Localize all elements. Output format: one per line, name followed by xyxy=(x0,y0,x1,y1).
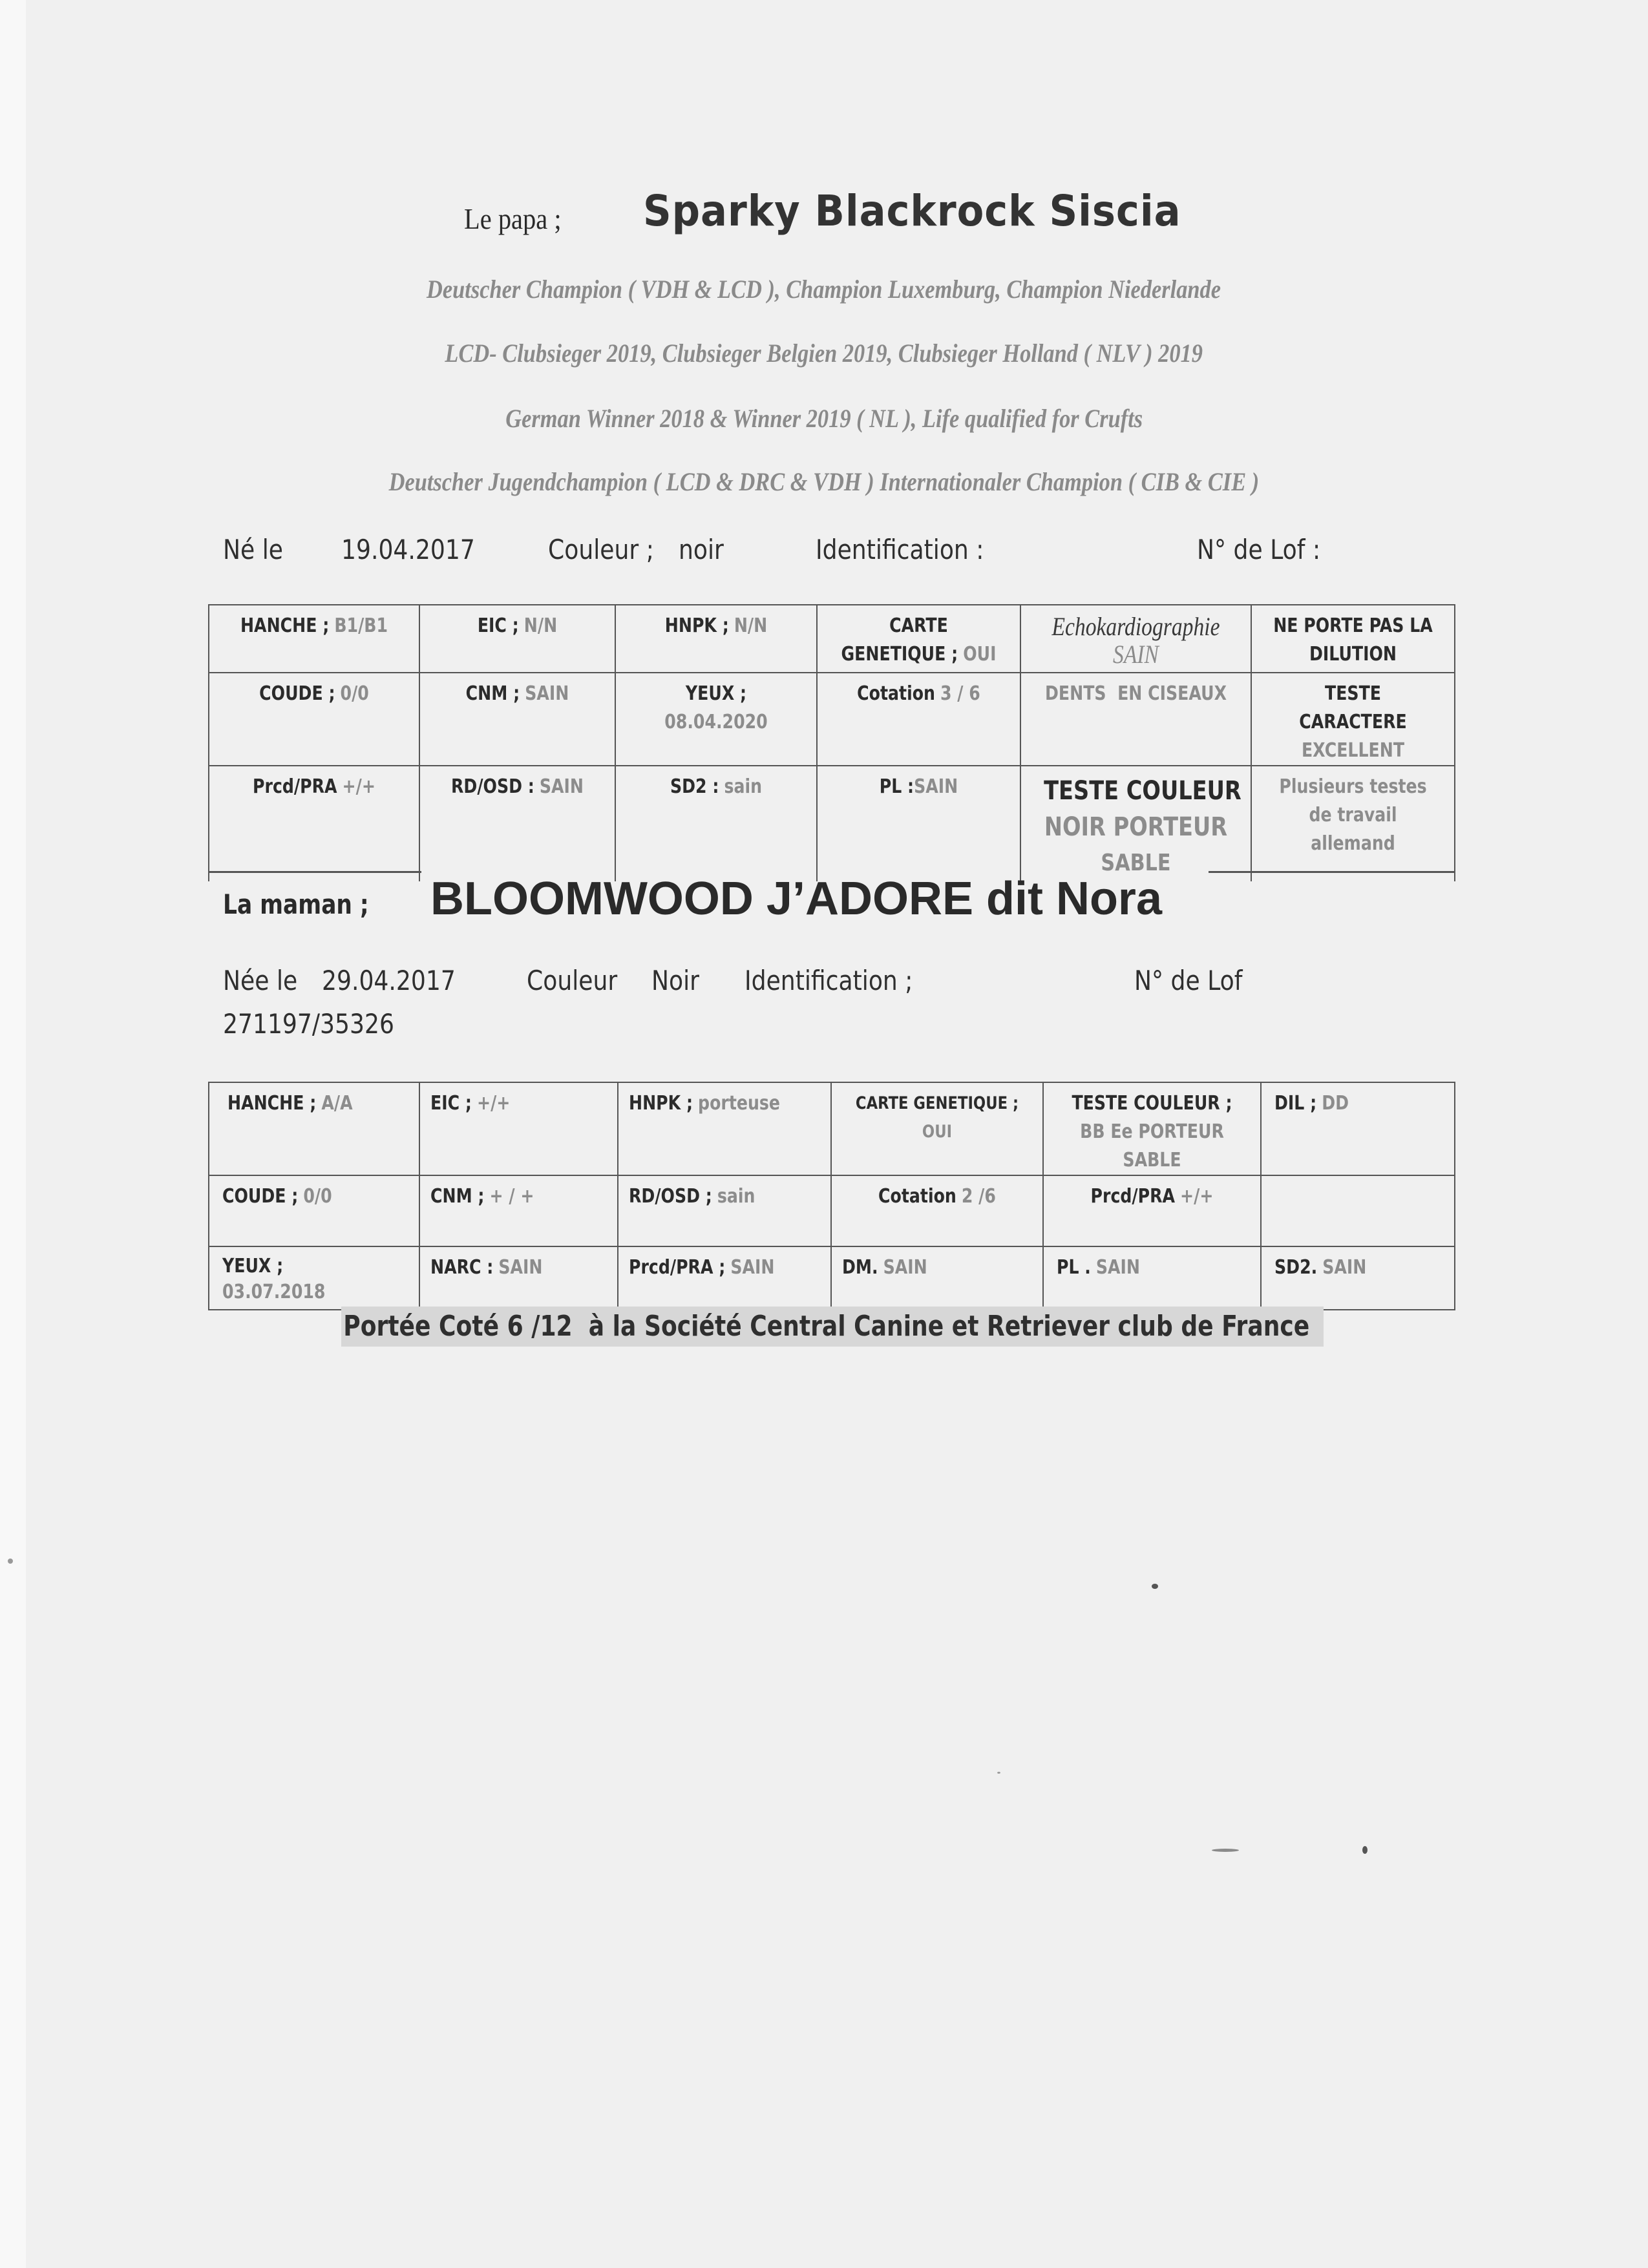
table-cell xyxy=(1251,605,1455,673)
table-row xyxy=(209,766,1455,881)
table-cell xyxy=(419,1246,618,1310)
sire-title-text: Deutscher Champion ( VDH & LCD ), Champion Luxemburg, Champion Niederlande xyxy=(427,275,1221,304)
table-cell-empty xyxy=(1261,1175,1455,1246)
table-cell xyxy=(209,605,419,673)
litter-note-text: Portée Coté 6 /12 à la Société Central Canine et Retriever club de France xyxy=(343,1310,1310,1343)
cell-label: EIC ; xyxy=(477,614,519,637)
table-border xyxy=(208,871,421,873)
table-cell xyxy=(817,766,1020,881)
cell-label: CARTE xyxy=(889,614,948,637)
cell-value: SAIN xyxy=(883,1256,927,1279)
table-cell xyxy=(1261,1246,1455,1310)
sire-color-label: Couleur ; xyxy=(548,534,654,565)
cell-label: Cotation xyxy=(857,682,935,705)
cell-value: OUI xyxy=(963,643,997,666)
table-cell xyxy=(419,1082,618,1175)
table-cell xyxy=(1020,673,1251,766)
cell-label: COUDE ; xyxy=(259,682,335,705)
table-cell xyxy=(817,673,1020,766)
cell-label: TESTE COULEUR xyxy=(1044,776,1241,806)
cell-label: HANCHE ; xyxy=(240,614,330,637)
table-row xyxy=(209,1082,1455,1175)
cell-value: SAIN xyxy=(730,1256,775,1279)
table-cell xyxy=(1043,1082,1261,1175)
cell-value: sain xyxy=(717,1185,755,1208)
cell-label: Cotation xyxy=(878,1185,956,1208)
cell-label: COUDE ; xyxy=(222,1185,299,1208)
dam-color-value: Noir xyxy=(651,965,700,996)
cell-value: de travail xyxy=(1309,804,1397,826)
table-cell xyxy=(419,766,615,881)
table-row xyxy=(209,605,1455,673)
cell-label: HANCHE ; xyxy=(227,1092,317,1115)
cell-label: HNPK ; xyxy=(664,614,729,637)
table-cell xyxy=(831,1246,1043,1310)
sire-lof-label: N° de Lof : xyxy=(1197,534,1321,565)
table-cell xyxy=(209,673,419,766)
cell-label: DIL ; xyxy=(1274,1092,1317,1115)
cell-value: BB Ee PORTEUR xyxy=(1080,1120,1224,1143)
dam-birth-date: 29.04.2017 xyxy=(322,965,456,996)
scan-speck xyxy=(1362,1846,1368,1854)
cell-label: GENETIQUE ; xyxy=(841,643,958,666)
table-cell xyxy=(1251,673,1455,766)
table-cell xyxy=(1251,766,1455,881)
cell-value: sain xyxy=(724,775,763,798)
cell-label: YEUX ; xyxy=(222,1255,284,1277)
cell-value: 08.04.2020 xyxy=(664,711,768,733)
cell-label: NE PORTE PAS LA xyxy=(1273,614,1433,637)
cell-value: 0/0 xyxy=(340,682,369,705)
cell-value: + / + xyxy=(489,1185,534,1208)
cell-value: OUI xyxy=(922,1122,953,1142)
sire-title-text: LCD- Clubsieger 2019, Clubsieger Belgien 2019, Clubsieger Holland ( NLV ) 2019 xyxy=(445,339,1203,368)
dam-label: La maman ; xyxy=(223,888,369,920)
sire-name: Sparky Blackrock Siscia xyxy=(643,186,1181,236)
sire-birth-label: Né le xyxy=(223,534,283,565)
cell-label: DILUTION xyxy=(1309,643,1397,666)
table-row xyxy=(209,673,1455,766)
dam-lof-number: 271197/35326 xyxy=(223,1008,394,1040)
cell-value: SAIN xyxy=(525,682,569,705)
table-cell xyxy=(1020,605,1251,673)
scan-speck xyxy=(997,1772,1000,1774)
cell-label: PL : xyxy=(879,775,914,798)
table-cell xyxy=(618,1246,831,1310)
cell-value: +/+ xyxy=(342,775,375,798)
cell-value: +/+ xyxy=(476,1092,511,1115)
cell-value: B1/B1 xyxy=(334,614,388,637)
table-cell xyxy=(419,673,615,766)
cell-value: NOIR PORTEUR xyxy=(1044,812,1228,842)
table-cell xyxy=(618,1082,831,1175)
table-cell xyxy=(1261,1082,1455,1175)
table-cell xyxy=(615,673,817,766)
table-cell xyxy=(209,766,419,881)
scan-speck xyxy=(8,1559,13,1564)
litter-note xyxy=(341,1307,1324,1347)
sire-birth-date: 19.04.2017 xyxy=(341,534,475,565)
table-cell xyxy=(831,1175,1043,1246)
cell-label: PL . xyxy=(1057,1256,1091,1279)
table-row xyxy=(209,1175,1455,1246)
cell-value: porteuse xyxy=(698,1092,781,1115)
cell-value: SABLE xyxy=(1101,850,1171,876)
dam-health-table xyxy=(208,1082,1455,1310)
cell-label: NARC : xyxy=(430,1256,494,1279)
cell-label: SD2 : xyxy=(670,775,719,798)
cell-label: Prcd/PRA ; xyxy=(629,1256,726,1279)
table-cell xyxy=(1043,1246,1261,1310)
cell-value: SAIN xyxy=(914,775,958,798)
sire-title-line xyxy=(0,338,1648,368)
table-cell xyxy=(419,1175,618,1246)
scan-speck xyxy=(1212,1849,1239,1852)
table-border xyxy=(1209,871,1454,873)
cell-label: CARTE GENETIQUE ; xyxy=(855,1093,1019,1113)
cell-label: Prcd/PRA xyxy=(253,775,337,798)
sire-identification-label: Identification : xyxy=(816,534,984,565)
sire-label: Le papa ; xyxy=(464,202,562,235)
sire-color-value: noir xyxy=(679,534,724,565)
cell-label: CNM ; xyxy=(430,1185,485,1208)
cell-label: HNPK ; xyxy=(629,1092,693,1115)
cell-label: Prcd/PRA xyxy=(1090,1185,1176,1208)
table-cell xyxy=(209,1246,419,1310)
cell-value: 3 / 6 xyxy=(940,682,980,705)
cell-value: 0/0 xyxy=(303,1185,332,1208)
cell-value: SAIN xyxy=(1322,1256,1367,1279)
dam-birth-label: Née le xyxy=(223,965,298,996)
cell-value: allemand xyxy=(1311,832,1395,855)
cell-label: TESTE xyxy=(1325,682,1381,705)
table-cell xyxy=(1020,766,1251,881)
cell-value: +/+ xyxy=(1180,1185,1214,1208)
sire-title-line xyxy=(0,274,1648,304)
table-cell xyxy=(209,1082,419,1175)
sire-title-text: German Winner 2018 & Winner 2019 ( NL ), Life qualified for Crufts xyxy=(505,404,1143,433)
cell-label: Echokardiographie xyxy=(1051,612,1220,641)
cell-label: RD/OSD ; xyxy=(629,1185,712,1208)
table-row xyxy=(209,1246,1455,1310)
table-cell xyxy=(618,1175,831,1246)
dam-lof-label: N° de Lof xyxy=(1134,965,1243,996)
cell-value: DENTS EN CISEAUX xyxy=(1044,682,1227,705)
cell-value: SAIN xyxy=(498,1256,543,1279)
cell-label: CNM ; xyxy=(465,682,520,705)
cell-label: RD/OSD : xyxy=(450,775,534,798)
sire-title-line xyxy=(0,403,1648,434)
cell-value: SAIN xyxy=(539,775,584,798)
cell-label: CARACTERE xyxy=(1299,711,1407,733)
table-cell xyxy=(209,1175,419,1246)
cell-label: SD2. xyxy=(1274,1256,1318,1279)
cell-value: Plusieurs testes xyxy=(1279,775,1427,798)
cell-label: YEUX ; xyxy=(685,682,747,705)
cell-label: TESTE COULEUR ; xyxy=(1072,1092,1232,1115)
scan-speck xyxy=(1152,1584,1158,1589)
sire-health-table xyxy=(208,604,1455,881)
cell-label: EIC ; xyxy=(430,1092,472,1115)
cell-value: 2 /6 xyxy=(961,1185,996,1208)
cell-value: 03.07.2018 xyxy=(222,1281,326,1303)
table-cell xyxy=(817,605,1020,673)
cell-value: N/N xyxy=(523,614,558,637)
cell-value: A/A xyxy=(321,1092,353,1115)
dam-color-label: Couleur xyxy=(527,965,618,996)
cell-value: SABLE xyxy=(1123,1149,1181,1171)
cell-value: EXCELLENT xyxy=(1301,739,1405,762)
cell-value: SAIN xyxy=(1095,1256,1141,1279)
table-cell xyxy=(615,605,817,673)
cell-value: DD xyxy=(1322,1092,1349,1115)
dam-name: BLOOMWOOD J’ADORE dit Nora xyxy=(430,873,1162,925)
table-cell xyxy=(615,766,817,881)
table-cell xyxy=(419,605,615,673)
table-cell xyxy=(831,1082,1043,1175)
sire-title-text: Deutscher Jugendchampion ( LCD & DRC & VDH ) Internationaler Champion ( CIB & CIE ) xyxy=(388,467,1260,496)
cell-value: N/N xyxy=(734,614,768,637)
sire-title-line xyxy=(0,467,1648,497)
table-cell xyxy=(1043,1175,1261,1246)
dam-identification-label: Identification ; xyxy=(745,965,913,996)
cell-label: DM. xyxy=(842,1256,878,1279)
cell-value: SAIN xyxy=(1113,640,1159,669)
